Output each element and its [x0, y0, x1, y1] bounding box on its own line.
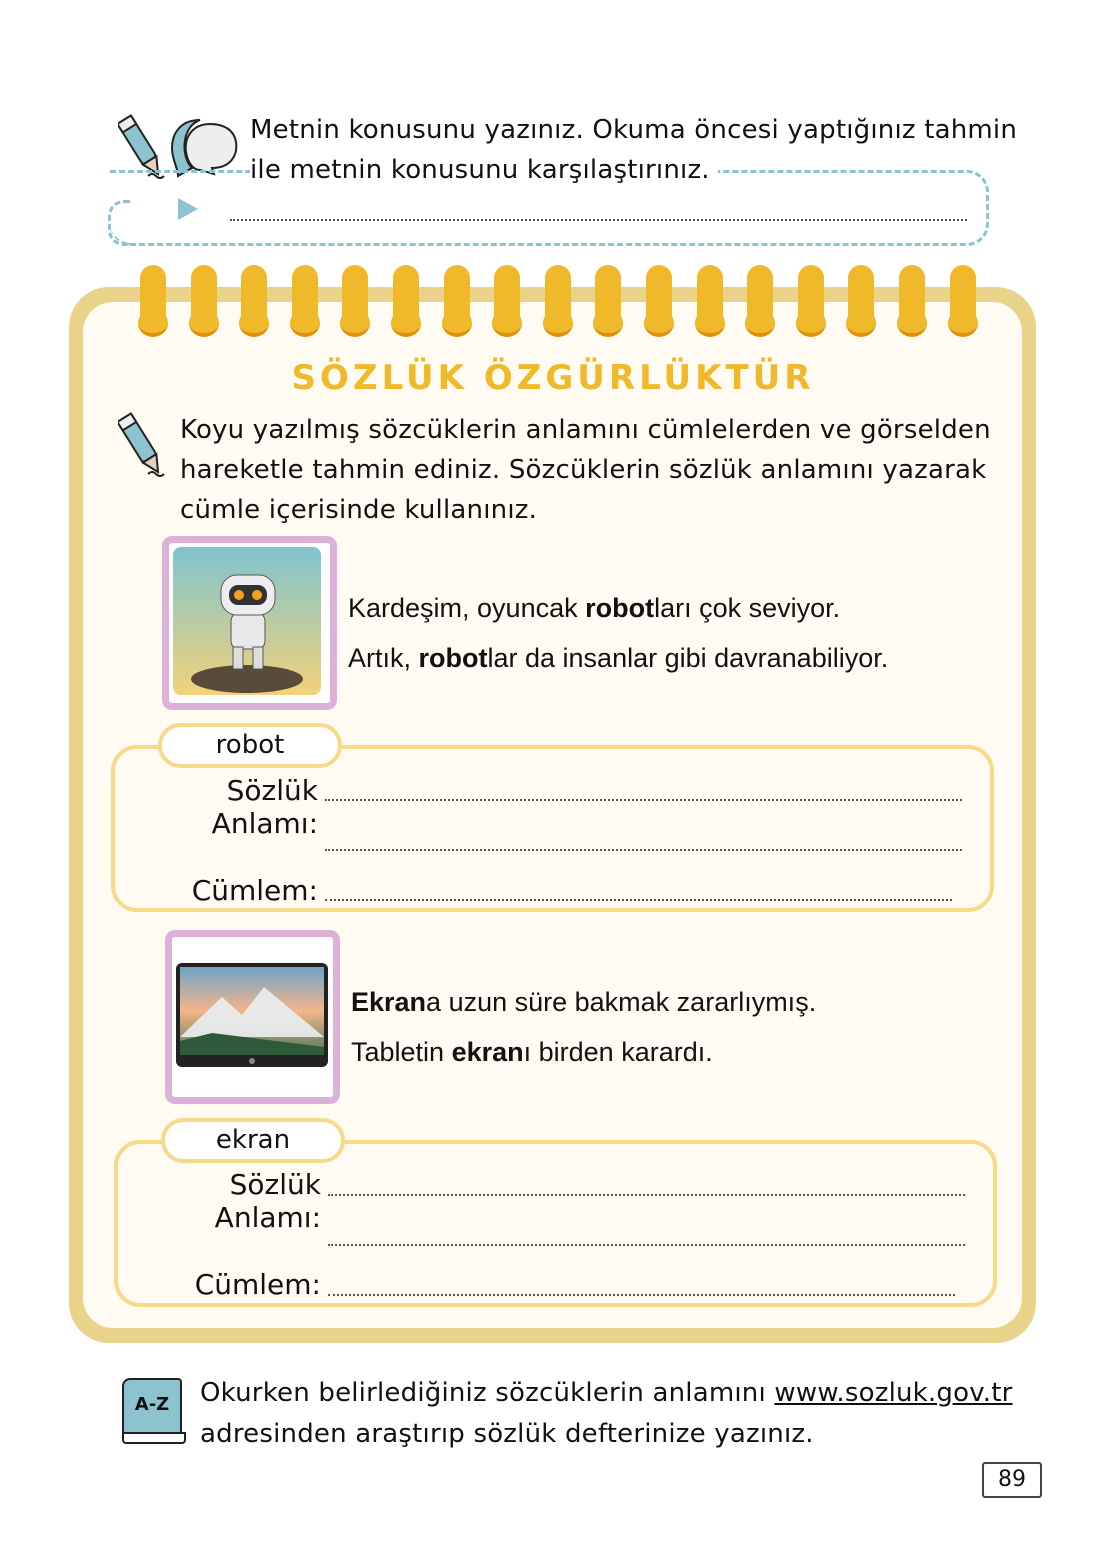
- intro-line-1: Metnin konusunu yazınız. Okuma öncesi yaptığınız tahmin: [250, 115, 1018, 145]
- word-tab: ekran: [161, 1118, 345, 1163]
- pencil-icon: [118, 410, 168, 482]
- spiral-ring: [393, 265, 419, 335]
- section-title: SÖZLÜK ÖZGÜRLÜKTÜR: [291, 358, 815, 398]
- sentence-text: Kardeşim, oyuncak: [348, 593, 586, 623]
- instruction-line-3: cümle içerisinde kullanınız.: [180, 495, 538, 525]
- meaning-line[interactable]: [325, 799, 962, 801]
- meaning-line[interactable]: [328, 1194, 965, 1196]
- example-sentence: [348, 583, 840, 633]
- speech-bubble-icon: [170, 116, 240, 178]
- meaning-line-2[interactable]: [325, 849, 962, 851]
- bold-keyword: robot: [585, 593, 655, 623]
- spiral-ring: [494, 265, 520, 335]
- example-sentence: [351, 1027, 713, 1077]
- spiral-ring: [697, 265, 723, 335]
- footer-line-1: [200, 1373, 1013, 1413]
- sentence-text: Tabletin: [351, 1037, 452, 1067]
- screen-image-frame: [165, 930, 340, 1104]
- bold-keyword: Ekran: [351, 987, 427, 1017]
- page-number: 89: [982, 1462, 1042, 1498]
- example-sentence: [351, 977, 816, 1027]
- robot-image-frame: [162, 536, 337, 710]
- spiral-ring: [848, 265, 874, 335]
- bold-keyword: ekran: [451, 1037, 524, 1067]
- spiral-ring: [950, 265, 976, 335]
- spiral-ring: [292, 265, 318, 335]
- word-tab: robot: [158, 723, 342, 768]
- topic-answer-line[interactable]: [230, 219, 967, 221]
- meaning-label: Sözlük Anlamı:: [211, 774, 318, 840]
- arrow-right-icon: [176, 196, 200, 222]
- meaning-label: Sözlük Anlamı:: [214, 1168, 321, 1234]
- robot-image: [169, 543, 330, 703]
- book-label: A-Z: [122, 1378, 182, 1438]
- spiral-ring: [191, 265, 217, 335]
- spiral-ring: [747, 265, 773, 335]
- sentence-label: Cümlem:: [191, 874, 318, 907]
- sentence-text: ı birden karardı.: [523, 1037, 713, 1067]
- sentence-line[interactable]: [325, 899, 952, 901]
- example-sentence: [348, 633, 888, 683]
- footer-text: Okurken belirlediğiniz sözcüklerin anlamını: [200, 1378, 775, 1408]
- spiral-ring: [342, 265, 368, 335]
- dashed-corner: [108, 200, 131, 246]
- meaning-line-2[interactable]: [328, 1244, 965, 1246]
- spiral-ring: [899, 265, 925, 335]
- spiral-ring: [545, 265, 571, 335]
- dictionary-book-icon: [120, 1378, 184, 1442]
- intro-line-2: ile metnin konusunu karşılaştırınız.: [250, 150, 718, 190]
- sentence-text: ları çok seviyor.: [654, 593, 841, 623]
- instruction-line-1: Koyu yazılmış sözcüklerin anlamını cümlelerden ve görselden: [180, 415, 991, 445]
- sentence-text: a uzun süre bakmak zararlıymış.: [426, 987, 817, 1017]
- spiral-ring: [241, 265, 267, 335]
- spiral-ring: [595, 265, 621, 335]
- spiral-ring: [798, 265, 824, 335]
- instruction-line-2: hareketle tahmin ediniz. Sözcüklerin sözlük anlamını yazarak: [180, 455, 987, 485]
- bold-keyword: robot: [418, 643, 488, 673]
- sentence-text: Artık,: [348, 643, 419, 673]
- sentence-label: Cümlem:: [194, 1268, 321, 1301]
- sentence-text: lar da insanlar gibi davranabiliyor.: [487, 643, 889, 673]
- spiral-ring: [140, 265, 166, 335]
- spiral-ring: [444, 265, 470, 335]
- sentence-line[interactable]: [328, 1294, 955, 1296]
- monitor-image: [172, 937, 333, 1097]
- spiral-ring: [646, 265, 672, 335]
- sozluk-link[interactable]: www.sozluk.gov.tr: [774, 1378, 1013, 1408]
- footer-line-2: adresinden araştırıp sözlük defterinize yazınız.: [200, 1419, 814, 1449]
